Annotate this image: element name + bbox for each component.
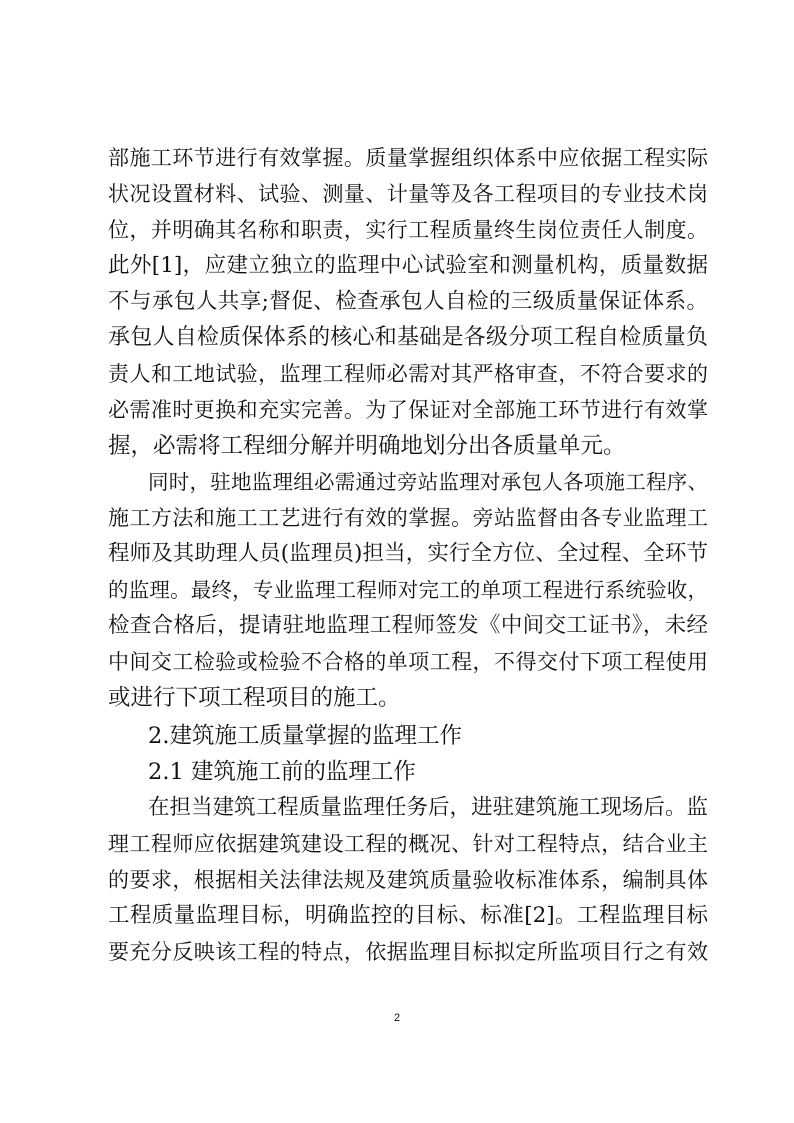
text-line: 检查合格后，提请驻地监理工程师签发《中间交工证书》，未经 (108, 613, 708, 638)
text-line: 状况设置材料、试验、测量、计量等及各工程项目的专业技术岗 (108, 182, 708, 206)
text-line: 不与承包人共享;督促、检查承包人自检的三级质量保证体系。 (108, 289, 708, 314)
text-line: 要充分反映该工程的特点，依据监理目标拟定所监项目行之有效 (108, 940, 708, 964)
text-line: 施工方法和施工工艺进行有效的掌握。旁站监督由各专业监理工 (108, 506, 708, 530)
text-line: 部施工环节进行有效掌握。质量掌握组织体系中应依据工程实际 (108, 146, 708, 170)
text-line: 必需准时更换和充实完善。为了保证对全部施工环节进行有效掌 (108, 398, 708, 422)
text-line: 或进行下项工程项目的施工。 (108, 685, 401, 711)
text-line: 位，并明确其名称和职责，实行工程质量终生岗位责任人制度。 (108, 218, 708, 242)
text-line: 同时，驻地监理组必需通过旁站监理对承包人各项施工程序、 (148, 470, 708, 494)
text-line: 工程质量监理目标，明确监控的目标、标准[2]。工程监理目标 (108, 903, 708, 928)
subsection-heading: 2.1 建筑施工前的监理工作 (148, 759, 416, 785)
text-line: 程师及其助理人员(监理员)担当，实行全方位、全过程、全环节 (108, 541, 708, 566)
text-line: 责人和工地试验，监理工程师必需对其严格审查，不符合要求的 (108, 362, 708, 386)
text-line: 承包人自检质保体系的核心和基础是各级分项工程自检质量负 (108, 325, 708, 350)
text-line: 理工程师应依据建筑建设工程的概况、针对工程特点，结合业主 (108, 832, 708, 856)
text-line: 握，必需将工程细分解并明确地划分出各质量单元。 (108, 433, 626, 459)
text-line: 中间交工检验或检验不合格的单项工程，不得交付下项工程使用 (108, 650, 708, 674)
page-number: 2 (393, 1012, 401, 1024)
text-line: 的监理。最终，专业监理工程师对完工的单项工程进行系统验收， (108, 578, 708, 602)
text-line: 此外[1]，应建立独立的监理中心试验室和测量机构，质量数据 (108, 253, 708, 278)
section-heading: 2.建筑施工质量掌握的监理工作 (148, 723, 462, 749)
text-line: 在担当建筑工程质量监理任务后，进驻建筑施工现场后。监 (148, 795, 708, 820)
text-line: 的要求，根据相关法律法规及建筑质量验收标准体系，编制具体 (108, 868, 708, 892)
